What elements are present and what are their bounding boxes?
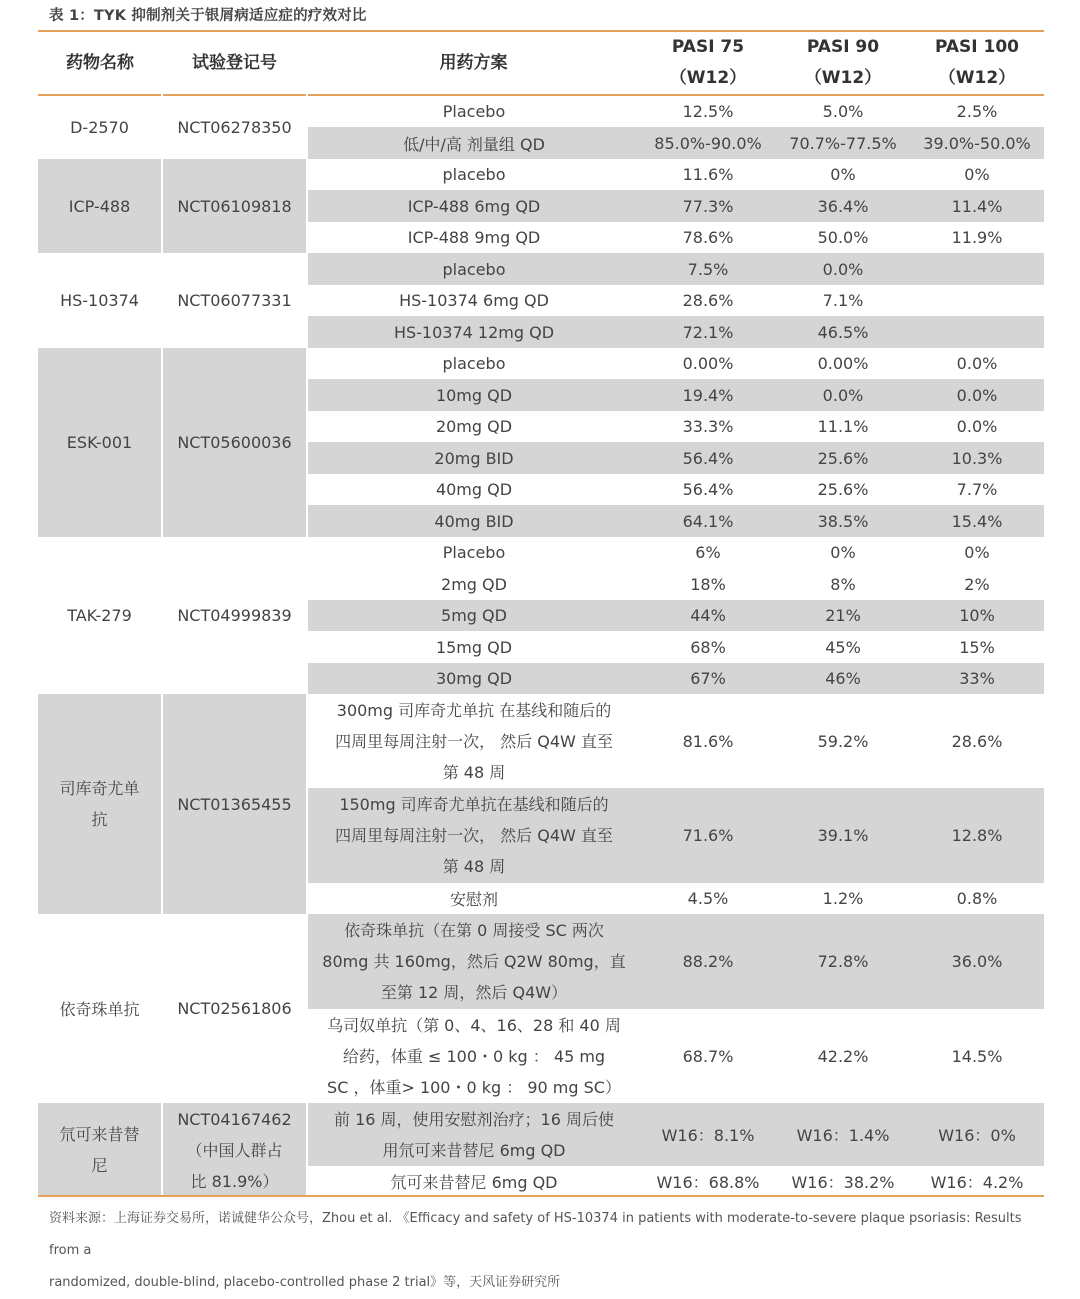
pasi90-cell: 42.2% [776, 1009, 910, 1103]
plan-cell [307, 1103, 640, 1166]
pasi100-cell: W16：4.2% [910, 1166, 1044, 1197]
plan-cell: placebo [307, 348, 640, 379]
pasi90-cell: 46% [776, 663, 910, 694]
drug-name: D-2570 [38, 95, 162, 159]
table-row [38, 95, 1044, 127]
pasi75-cell: 85.0%-90.0% [640, 127, 776, 159]
pasi100-cell: 0.0% [910, 411, 1044, 442]
plan-cell: 15mg QD [307, 631, 640, 663]
plan-line: 前 16 周，使用安慰剂治疗；16 周后使 [334, 1109, 614, 1129]
header-pasi90-name: PASI 90 [806, 37, 880, 57]
trial-id: NCT05600036 [162, 348, 307, 537]
drug-name: HS-10374 [38, 253, 162, 348]
pasi90-cell: W16：1.4% [776, 1103, 910, 1166]
plan-cell: 5mg QD [307, 600, 640, 631]
source-note [49, 1203, 1049, 1299]
trial-id-line: 比 81.9%） [190, 1171, 279, 1191]
pasi75-cell: 72.1% [640, 316, 776, 348]
pasi100-cell: 12.8% [910, 788, 1044, 883]
header-pasi75-name: PASI 75 [671, 37, 745, 57]
pasi100-cell: 14.5% [910, 1009, 1044, 1103]
plan-cell: 40mg QD [307, 474, 640, 505]
pasi75-cell: 7.5% [640, 253, 776, 285]
pasi90-cell: 59.2% [776, 694, 910, 788]
pasi90-cell: 36.4% [776, 190, 910, 222]
pasi90-cell: 72.8% [776, 914, 910, 1009]
pasi75-cell: 18% [640, 568, 776, 600]
pasi100-cell: 33% [910, 663, 1044, 694]
pasi75-cell: W16：8.1% [640, 1103, 776, 1166]
plan-cell: HS-10374 12mg QD [307, 316, 640, 348]
pasi100-cell: 15.4% [910, 505, 1044, 537]
plan-line: 300mg 司库奇尤单抗 在基线和随后的 [336, 700, 612, 720]
pasi75-cell: W16：68.8% [640, 1166, 776, 1197]
pasi90-cell: 5.0% [776, 95, 910, 127]
trial-id: NCT04999839 [162, 537, 307, 694]
plan-cell [307, 914, 640, 1009]
pasi90-cell: W16：38.2% [776, 1166, 910, 1197]
pasi75-cell: 71.6% [640, 788, 776, 883]
pasi75-cell: 81.6% [640, 694, 776, 788]
pasi90-cell: 70.7%-77.5% [776, 127, 910, 159]
pasi75-cell: 6% [640, 537, 776, 568]
plan-cell: 20mg QD [307, 411, 640, 442]
pasi100-cell: 2% [910, 568, 1044, 600]
plan-line: 150mg 司库奇尤单抗在基线和随后的 [339, 795, 609, 814]
pasi75-cell: 67% [640, 663, 776, 694]
plan-cell [307, 788, 640, 883]
plan-cell: Placebo [307, 537, 640, 568]
table-row [38, 253, 1044, 285]
plan-cell: Placebo [307, 95, 640, 127]
pasi100-cell: W16：0% [910, 1103, 1044, 1166]
table-caption: 表 1：TYK 抑制剂关于银屑病适应症的疗效对比 [49, 8, 367, 24]
trial-id: NCT02561806 [162, 914, 307, 1103]
header-pasi75 [640, 32, 776, 95]
pasi100-cell [910, 316, 1044, 348]
pasi75-cell: 68% [640, 631, 776, 663]
plan-cell: 低/中/高 剂量组 QD [307, 127, 640, 159]
drug-name: ICP-488 [38, 159, 162, 253]
pasi100-cell [910, 285, 1044, 316]
pasi100-cell: 0.0% [910, 348, 1044, 379]
pasi90-cell: 46.5% [776, 316, 910, 348]
plan-line: 四周里每周注射一次， 然后 Q4W 直至 [335, 826, 613, 845]
pasi75-cell: 78.6% [640, 222, 776, 253]
pasi75-cell: 12.5% [640, 95, 776, 127]
plan-cell: 40mg BID [307, 505, 640, 537]
drug-name-line: 尼 [91, 1156, 108, 1175]
plan-cell: ICP-488 6mg QD [307, 190, 640, 222]
pasi100-cell: 0% [910, 159, 1044, 190]
pasi100-cell: 39.0%-50.0% [910, 127, 1044, 159]
header-pasi90-week: （W12） [804, 68, 882, 88]
header-pasi100-name: PASI 100 [934, 37, 1020, 57]
pasi90-cell: 1.2% [776, 883, 910, 914]
drug-name: 依奇珠单抗 [38, 914, 162, 1103]
table-row [38, 348, 1044, 379]
pasi90-cell: 21% [776, 600, 910, 631]
pasi75-cell: 0.00% [640, 348, 776, 379]
pasi100-cell: 7.7% [910, 474, 1044, 505]
pasi90-cell: 45% [776, 631, 910, 663]
pasi75-cell: 68.7% [640, 1009, 776, 1103]
pasi100-cell: 0.0% [910, 379, 1044, 411]
pasi100-cell [910, 253, 1044, 285]
pasi100-cell: 10.3% [910, 442, 1044, 474]
pasi90-cell: 39.1% [776, 788, 910, 883]
plan-line: 第 48 周 [442, 762, 506, 782]
header-drug: 药物名称 [66, 52, 134, 73]
header-row [38, 32, 1044, 95]
pasi100-cell: 11.4% [910, 190, 1044, 222]
pasi90-cell: 8% [776, 568, 910, 600]
header-trial: 试验登记号 [192, 52, 277, 73]
pasi100-cell: 2.5% [910, 95, 1044, 127]
plan-cell: 氘可来昔替尼 6mg QD [307, 1166, 640, 1197]
pasi90-cell: 0.00% [776, 348, 910, 379]
pasi90-cell: 0% [776, 537, 910, 568]
pasi75-cell: 19.4% [640, 379, 776, 411]
pasi90-cell: 0% [776, 159, 910, 190]
header-plan: 用药方案 [439, 52, 508, 73]
pasi100-cell: 10% [910, 600, 1044, 631]
pasi90-cell: 38.5% [776, 505, 910, 537]
plan-line: 80mg 共 160mg，然后 Q2W 80mg，直 [322, 952, 626, 971]
trial-id-line: NCT04167462 [177, 1109, 292, 1129]
plan-line: 四周里每周注射一次， 然后 Q4W 直至 [335, 731, 613, 751]
plan-cell: 20mg BID [307, 442, 640, 474]
pasi90-cell: 0.0% [776, 253, 910, 285]
pasi75-cell: 88.2% [640, 914, 776, 1009]
pasi100-cell: 15% [910, 631, 1044, 663]
bottom-rule [38, 1195, 1044, 1197]
pasi75-cell: 77.3% [640, 190, 776, 222]
plan-cell: HS-10374 6mg QD [307, 285, 640, 316]
table-row [38, 159, 1044, 190]
pasi90-cell: 25.6% [776, 474, 910, 505]
pasi90-cell: 50.0% [776, 222, 910, 253]
plan-cell: 安慰剂 [307, 883, 640, 914]
trial-id: NCT06109818 [162, 159, 307, 253]
plan-cell: ICP-488 9mg QD [307, 222, 640, 253]
pasi100-cell: 0.8% [910, 883, 1044, 914]
plan-cell: 2mg QD [307, 568, 640, 600]
pasi100-cell: 0% [910, 537, 1044, 568]
plan-line: SC ，体重> 100・0 kg ： 90 mg SC） [327, 1077, 621, 1097]
plan-line: 至第 12 周，然后 Q4W） [380, 983, 568, 1002]
trial-id: NCT01365455 [162, 694, 307, 914]
pasi75-cell: 44% [640, 600, 776, 631]
drug-name-line: 氘可来昔替 [59, 1125, 140, 1144]
drug-name: ESK-001 [38, 348, 162, 537]
plan-cell: 10mg QD [307, 379, 640, 411]
pasi90-cell: 25.6% [776, 442, 910, 474]
pasi75-cell: 56.4% [640, 474, 776, 505]
plan-line: 依奇珠单抗（在第 0 周接受 SC 两次 [344, 921, 604, 940]
trial-id: NCT06077331 [162, 253, 307, 348]
table-row [38, 537, 1044, 568]
drug-name [38, 1103, 162, 1197]
pasi75-cell: 56.4% [640, 442, 776, 474]
pasi75-cell: 64.1% [640, 505, 776, 537]
drug-name-line: 抗 [91, 810, 108, 829]
source-line: randomized, double-blind, placebo-controlled phase 2 trial》等，天风证券研究所 [49, 1275, 561, 1290]
plan-cell: placebo [307, 253, 640, 285]
table-row [38, 1103, 1044, 1166]
drug-name-line: 司库奇尤单 [59, 779, 140, 798]
pasi90-cell: 7.1% [776, 285, 910, 316]
plan-cell [307, 694, 640, 788]
plan-line: 乌司奴单抗（第 0、4、16、28 和 40 周 [327, 1015, 621, 1035]
plan-line: 给药，体重 ≤ 100・0 kg ： 45 mg [342, 1046, 606, 1066]
table-row [38, 914, 1044, 1009]
header-pasi90 [776, 32, 910, 95]
drug-name [38, 694, 162, 914]
pasi100-cell: 28.6% [910, 694, 1044, 788]
pasi90-cell: 0.0% [776, 379, 910, 411]
header-pasi100-week: （W12） [938, 68, 1016, 88]
header-pasi100 [910, 32, 1044, 95]
pasi75-cell: 4.5% [640, 883, 776, 914]
pasi100-cell: 36.0% [910, 914, 1044, 1009]
trial-id-line: （中国人群占 [186, 1140, 283, 1160]
trial-id [162, 1103, 307, 1197]
plan-line: 第 48 周 [442, 857, 506, 876]
pasi75-cell: 28.6% [640, 285, 776, 316]
plan-cell: placebo [307, 159, 640, 190]
table-row [38, 694, 1044, 788]
plan-cell [307, 1009, 640, 1103]
pasi75-cell: 33.3% [640, 411, 776, 442]
pasi100-cell: 11.9% [910, 222, 1044, 253]
source-line: 资料来源：上海证券交易所，诺诚健华公众号，Zhou et al. 《Efficacy and safety of HS-10374 in patients with moderate-to-severe plaque psoriasis: Results from a [49, 1211, 1022, 1258]
drug-name: TAK-279 [38, 537, 162, 694]
trial-id: NCT06278350 [162, 95, 307, 159]
pasi90-cell: 11.1% [776, 411, 910, 442]
plan-cell: 30mg QD [307, 663, 640, 694]
header-pasi75-week: （W12） [669, 68, 747, 88]
plan-line: 用氘可来昔替尼 6mg QD [382, 1140, 566, 1160]
pasi75-cell: 11.6% [640, 159, 776, 190]
efficacy-table [38, 32, 1044, 1197]
